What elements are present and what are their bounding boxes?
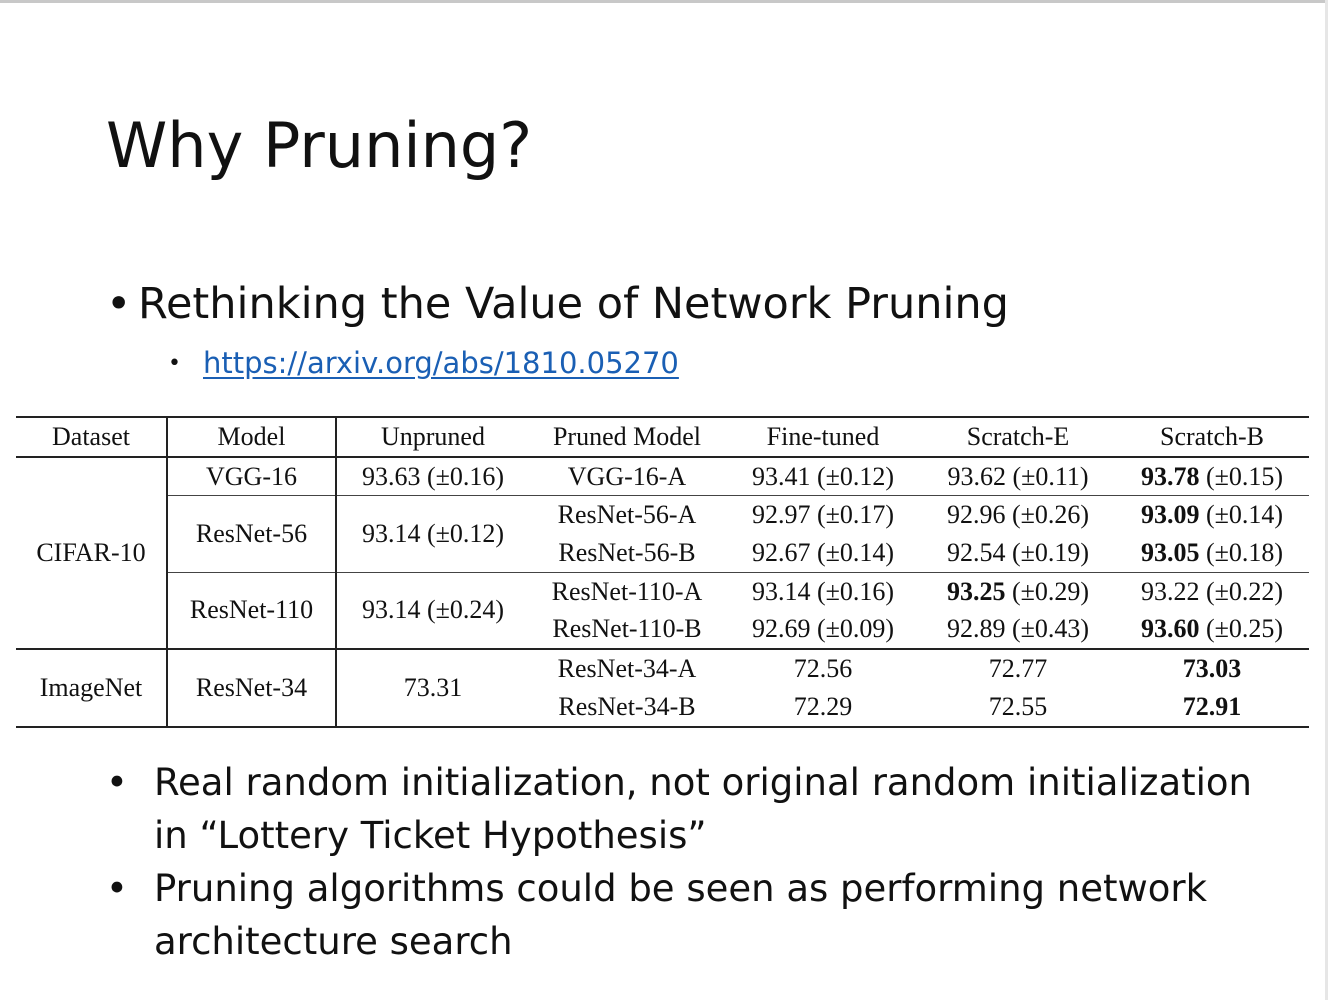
window-top-border: [0, 0, 1328, 3]
pruned-model-cell: ResNet-34-A: [557, 653, 697, 683]
unpruned-cell: 73.31: [403, 672, 463, 702]
table-row: [16, 496, 1309, 534]
unpruned-cell: 93.14 (±0.24): [336, 572, 529, 649]
dataset-cell: CIFAR-10: [16, 457, 167, 649]
bullet-marker: •: [106, 867, 128, 910]
list-item: [106, 862, 1286, 968]
table-row: [16, 649, 1309, 688]
table-header-row: [16, 417, 1309, 457]
pruned-model-cell: ResNet-56-A: [529, 496, 725, 534]
fine-tuned-cell: 92.97 (±0.17): [725, 496, 921, 534]
fine-tuned-cell: 92.67 (±0.14): [751, 537, 895, 567]
model-cell: VGG-16: [167, 457, 336, 496]
scratch-e-cell: 93.25 (±0.29): [921, 572, 1115, 610]
sub-bullet: [168, 346, 679, 381]
scratch-b-cell: 72.91: [1182, 691, 1242, 721]
bullet-text: Pruning algorithms could be seen as performing network architecture search: [154, 867, 1208, 963]
results-table: [16, 416, 1309, 728]
header-fine-tuned: Fine-tuned: [766, 421, 880, 451]
unpruned-cell: 93.63 (±0.16): [361, 461, 505, 491]
bottom-bullet-list: [106, 756, 1286, 968]
scratch-b-cell: 93.22 (±0.22): [1115, 572, 1309, 610]
main-bullet-text: Rethinking the Value of Network Pruning: [138, 279, 1009, 329]
scratch-e-cell: 93.62 (±0.11): [947, 461, 1089, 491]
table-row: [16, 572, 1309, 610]
unpruned-cell: 93.14 (±0.12): [336, 496, 529, 572]
arxiv-link[interactable]: https://arxiv.org/abs/1810.05270: [203, 346, 679, 380]
header-scratch-b: Scratch-B: [1160, 421, 1264, 451]
header-scratch-e: Scratch-E: [966, 421, 1070, 451]
pruned-model-cell: VGG-16-A: [567, 461, 687, 491]
fine-tuned-cell: 72.56: [793, 653, 853, 683]
model-cell: ResNet-34: [167, 649, 336, 726]
pruned-model-cell: ResNet-110-A: [529, 572, 725, 610]
scratch-e-cell: 92.96 (±0.26): [921, 496, 1115, 534]
list-item: [106, 756, 1286, 862]
header-unpruned: Unpruned: [381, 421, 485, 451]
model-cell: ResNet-110: [167, 572, 336, 649]
pruned-model-cell: ResNet-110-B: [552, 614, 702, 644]
bullet-marker: •: [106, 761, 128, 804]
scratch-b-cell: 93.60 (±0.25): [1140, 614, 1284, 644]
bullet-marker: •: [168, 351, 181, 376]
fine-tuned-cell: 72.29: [793, 691, 853, 721]
scratch-e-cell: 92.89 (±0.43): [946, 614, 1090, 644]
header-model: Model: [167, 417, 336, 457]
scratch-e-cell: 92.54 (±0.19): [946, 537, 1090, 567]
fine-tuned-cell: 92.69 (±0.09): [751, 614, 895, 644]
scratch-e-cell: 72.55: [988, 691, 1048, 721]
bullet-marker: •: [106, 279, 132, 329]
header-dataset: Dataset: [16, 417, 167, 457]
bullet-text: Real random initialization, not original random initialization in “Lottery Ticket Hypothesis”: [154, 761, 1252, 857]
pruned-model-cell: ResNet-56-B: [558, 537, 696, 567]
scratch-b-cell: 93.78 (±0.15): [1140, 461, 1284, 491]
dataset-cell: ImageNet: [16, 649, 167, 726]
table-row: [16, 457, 1309, 496]
header-pruned-model: Pruned Model: [552, 421, 702, 451]
scratch-b-cell: 93.09 (±0.14): [1115, 496, 1309, 534]
pruned-model-cell: ResNet-34-B: [558, 691, 696, 721]
fine-tuned-cell: 93.14 (±0.16): [725, 572, 921, 610]
scratch-b-cell: 73.03: [1182, 653, 1242, 683]
scratch-e-cell: 72.77: [988, 653, 1048, 683]
main-bullet: [106, 280, 1009, 329]
fine-tuned-cell: 93.41 (±0.12): [751, 461, 895, 491]
model-cell: ResNet-56: [167, 496, 336, 572]
scratch-b-cell: 93.05 (±0.18): [1140, 537, 1284, 567]
slide-title: Why Pruning?: [106, 109, 533, 182]
